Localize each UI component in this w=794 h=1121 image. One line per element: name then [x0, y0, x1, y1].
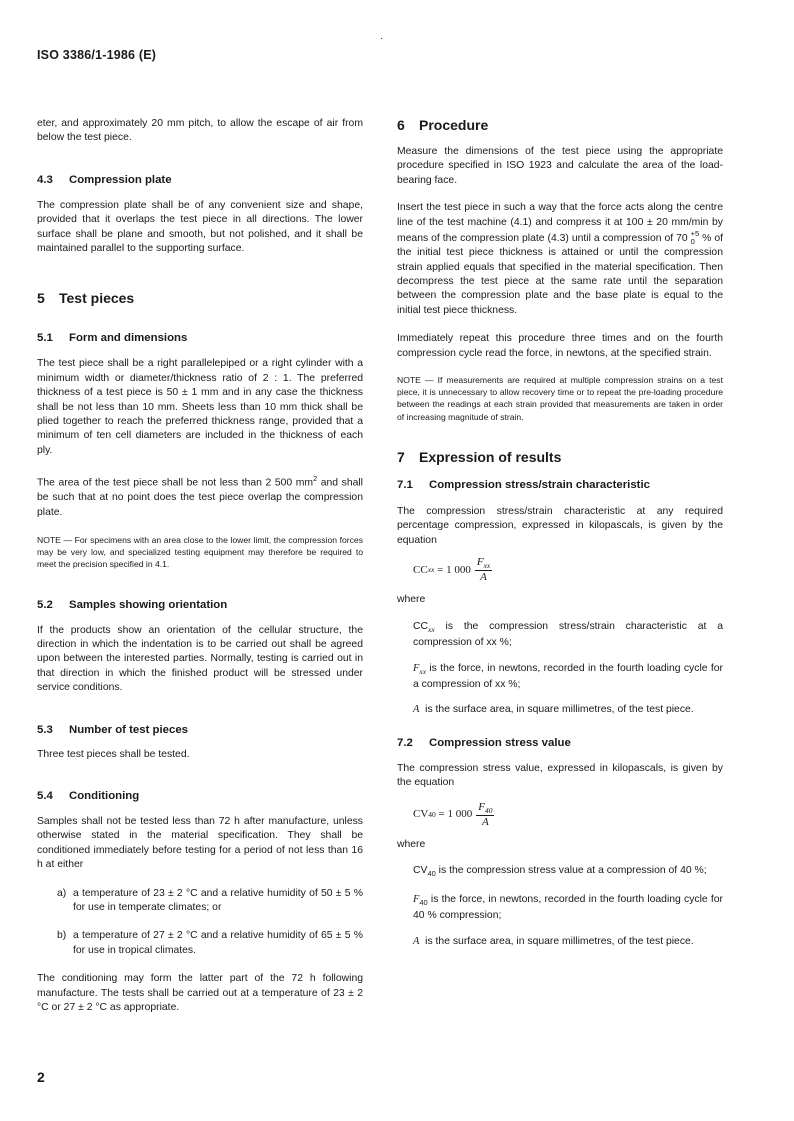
where-1: where [397, 594, 426, 606]
definition-f40: $F_{40}$ is the force, in newtons, recorded in the fourth loading cycle for 40 % compression; [413, 893, 724, 922]
paragraph-5-4-a: Samples shall not be tested less than 72 h after manufacture, unless otherwise stated in the material specification. They shall be conditioned immediately before testing for a period of not less than 16 h at either [37, 816, 363, 871]
heading-4-3: 4.3 Compression plate [37, 173, 172, 186]
heading-7: 7 Expression of results [397, 448, 562, 465]
heading-7-1: 7.1 Compression stress/strain characteristic [397, 478, 650, 491]
note-5-1: NOTE — For specimens with an area close to the lower limit, the compression forces may be very low, and specialized testing equipment may therefore be required to meet the precision specified in 4.1. [37, 534, 363, 570]
heading-5-2: 5.2 Samples showing orientation [37, 598, 228, 611]
paragraph-5-4-b: The conditioning may form the latter part of the 72 h following manufacture. The tests shall be carried out at a temperature of 23 ± 2 °C or 27 ± 2 °C as appropriate. [37, 973, 363, 1014]
heading-7-2: 7.2 Compression stress value [397, 736, 571, 749]
heading-5-1: 5.1 Form and dimensions [37, 332, 188, 345]
paragraph-7-2: The compression stress value, expressed in kilopascals, is given by the equation [397, 762, 723, 789]
paragraph-5-1-b: The area of the test piece shall be not less than 2 500 $mm^2$ and shall be such that at no point does the test piece overlap the compression plate. [37, 474, 363, 518]
definition-cv: $CV_{40}$ is the compression stress value at a compression of 40 %; [413, 865, 707, 879]
right-column [397, 117, 723, 948]
note-6: NOTE — If measurements are required at multiple compression strains on a test piece, it is unnecessary to allow recovery time or to repeat the pre-loading procedure between the readings at each strain provided that measurements are taken in order of increasing magnitude of strain. [397, 375, 723, 422]
heading-5-4: 5.4 Conditioning [37, 790, 140, 803]
paragraph-4-3: The compression plate shall be of any convenient size and shape, provided that it overlaps the test piece in all directions. The lower surface shall be plane and smooth, but not polished, and it shall be maintained parallel to the supporting surface. [37, 199, 363, 255]
definition-f: $F_{xx}$ is the force, in newtons, recorded in the fourth loading cycle for a compression of xx %; [413, 662, 723, 691]
continued-paragraph: eter, and approximately 20 mm pitch, to allow the escape of air from below the test piece. [37, 118, 363, 144]
where-2: where [397, 838, 426, 850]
equation-cv: CV 40 = 1 000 $\frac{F_{40}}{A}$ [413, 800, 493, 828]
paragraph-6-a: Measure the dimensions of the test piece using the appropriate procedure specified in ISO 1923 and calculate the area of the load-bearing face. [397, 146, 723, 186]
heading-5: 5 Test pieces [37, 290, 135, 307]
heading-5-3: 5.3 Number of test pieces [37, 723, 189, 736]
definition-a: A is the surface area, in square millimetres, of the test piece. [413, 704, 694, 716]
tolerance: +5 0 [690, 229, 700, 247]
definition-a2: A is the surface area, in square millimetres, of the test piece. [413, 935, 694, 947]
list-item-b: b) a temperature of 27 ± 2 °C and a relative humidity of 65 ± 5 % for use in tropical climates. [57, 930, 363, 956]
paragraph-5-2: If the products show an orientation of the cellular structure, the direction in which the indentation is to be carried out shall be agreed upon between the interested parties. Normally, testing is carried out in that direction in which the finished product will be stressed under service conditions. [37, 624, 363, 694]
paragraph-6-c: Immediately repeat this procedure three times and on the fourth compression cycle read the force, in newtons, at the specified strain. [397, 333, 723, 359]
heading-6: 6 Procedure [397, 117, 489, 133]
equation-cc: CC xx = 1 000 $\frac{F_{xx}}{A}$ [413, 556, 491, 584]
left-column [37, 117, 363, 1015]
document-header: ISO 3386/1-1986 (E) [37, 48, 157, 62]
page-number: 2 [37, 1069, 45, 1085]
list-item-a: a) a temperature of 23 ± 2 °C and a relative humidity of 50 ± 5 % for use in temperate climates; or [57, 887, 363, 914]
definition-cc: $CC_{xx}$ is the compression stress/strain characteristic at a compression of xx %; [413, 620, 723, 649]
paragraph-5-3: Three test pieces shall be tested. [37, 748, 190, 760]
paragraph-7-1: The compression stress/strain characteristic at any required percentage compression, expressed in kilopascals, is given by the equation [397, 505, 723, 546]
scan-mark: · [380, 33, 384, 44]
paragraph-5-1-a: The test piece shall be a right parallelepiped or a right cylinder with a minimum width or diameter/thickness ratio of 2 : 1. The preferred thickness of a test piece is 50 ± 1 mm and in any case the thickness shall be not less than 10 mm. Sheets less than 10 mm thick shall be plied together to reach the preferred thickness range, provided that a minimum of ten cell diameters are included in the thickness of each ply. [37, 358, 363, 456]
paragraph-6-b: Insert the test piece in such a way that the force acts along the centre line of the test machine (4.1) and compress it at 100 ± 20 mm/min by means of the compression plate (4.3) until a compression of 70 +5 0 % of the initial test piece thickness is attained or until the compression strain applied equals that specified in the material specification. Then decompress the test piece at the same rate until the separation between the compression plate and the base plate is equal to the initial test piece thickness. [397, 202, 724, 316]
